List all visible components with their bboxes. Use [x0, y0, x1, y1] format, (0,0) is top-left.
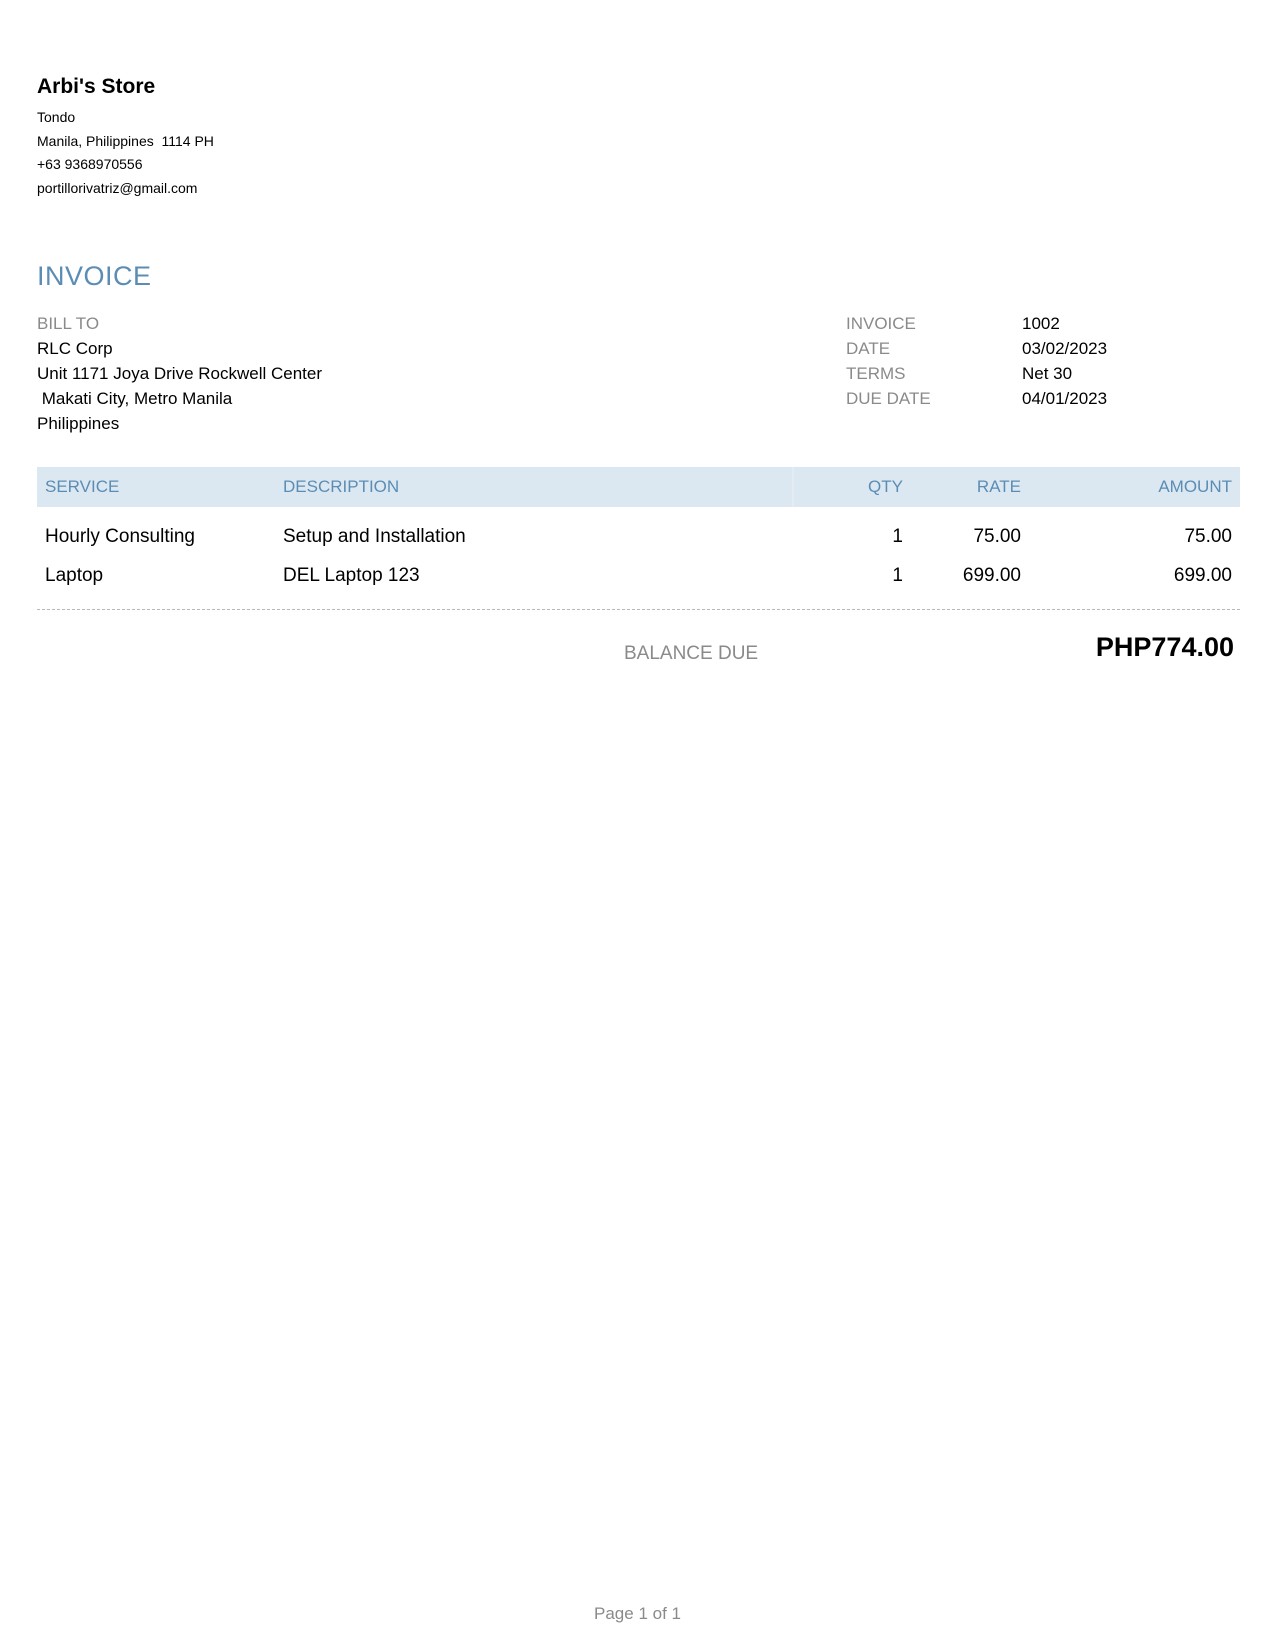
page-number: Page 1 of 1: [594, 1604, 681, 1623]
invoice-number-label: INVOICE: [846, 314, 916, 333]
row-rate: 75.00: [973, 525, 1021, 547]
bill-to-block: [37, 311, 537, 436]
table-row: [37, 507, 1240, 556]
company-email: portillorivatriz@gmail.com: [37, 179, 198, 196]
table-row: [37, 556, 1240, 595]
terms-label: TERMS: [846, 364, 906, 383]
row-amount: 75.00: [1184, 525, 1232, 547]
date-label: DATE: [846, 339, 891, 358]
document-title: INVOICE: [37, 261, 152, 291]
bill-to-line3: Philippines: [37, 414, 120, 433]
row-service: Laptop: [45, 564, 104, 586]
bill-to-line2: Makati City, Metro Manila: [37, 389, 233, 408]
due-date-value: 04/01/2023: [1022, 389, 1108, 408]
company-info: [37, 74, 537, 200]
row-qty: 1: [892, 525, 903, 547]
row-amount: 699.00: [1173, 564, 1232, 586]
row-description: Setup and Installation: [283, 525, 466, 547]
invoice-meta: [846, 311, 1236, 411]
company-address-line2: Manila, Philippines 1114 PH: [37, 132, 214, 149]
header-qty: QTY: [793, 467, 911, 507]
table-header-row: [37, 467, 1240, 507]
company-phone: +63 9368970556: [37, 156, 143, 172]
balance-due-label: BALANCE DUE: [624, 643, 759, 664]
totals-divider: [37, 609, 1240, 610]
meta-row-due-date: [846, 386, 1236, 411]
meta-row-terms: [846, 361, 1236, 386]
meta-row-date: [846, 336, 1236, 361]
header-rate: RATE: [911, 467, 1029, 507]
company-name: Arbi's Store: [37, 75, 156, 98]
header-service: SERVICE: [37, 467, 275, 507]
date-value: 03/02/2023: [1022, 339, 1108, 358]
row-rate: 699.00: [962, 564, 1021, 586]
terms-value: Net 30: [1022, 364, 1073, 383]
due-date-label: DUE DATE: [846, 389, 931, 408]
balance-due-amount: PHP774.00: [1095, 632, 1234, 662]
header-description: DESCRIPTION: [275, 467, 793, 507]
invoice-number-value: 1002: [1022, 314, 1060, 333]
bill-to-name: RLC Corp: [37, 339, 113, 358]
row-service: Hourly Consulting: [45, 525, 195, 547]
company-address-line1: Tondo: [37, 109, 76, 125]
line-items-table: [37, 467, 1240, 595]
row-qty: 1: [892, 564, 903, 586]
header-amount: AMOUNT: [1029, 467, 1240, 507]
bill-to-label: BILL TO: [37, 314, 100, 333]
bill-to-line1: Unit 1171 Joya Drive Rockwell Center: [37, 364, 323, 383]
row-description: DEL Laptop 123: [283, 564, 420, 586]
meta-row-invoice: [846, 311, 1236, 336]
